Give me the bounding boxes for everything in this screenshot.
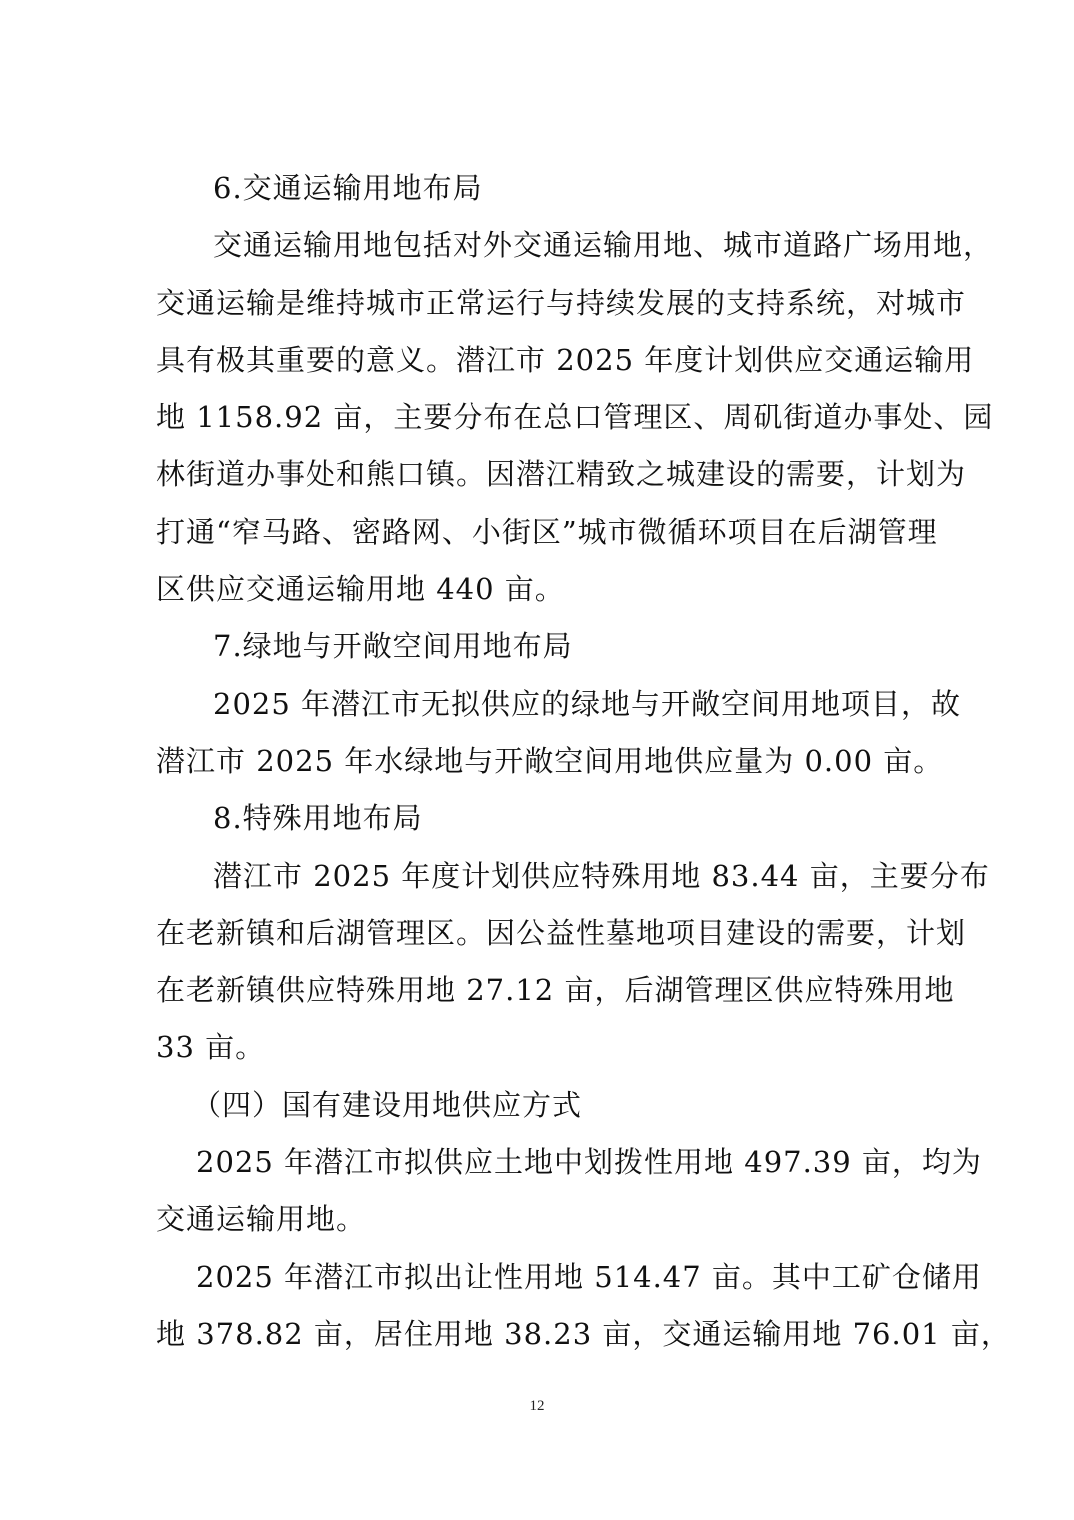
page-number: 12 (529, 1398, 545, 1414)
heading-special-land-layout: 8.特殊用地布局 (213, 801, 423, 836)
paragraph-line: 在老新镇和后湖管理区。因公益性墓地项目建设的需要，计划 (156, 915, 967, 950)
heading-supply-method: （四）国有建设用地供应方式 (192, 1087, 583, 1122)
paragraph-line: 交通运输用地。 (156, 1202, 367, 1237)
paragraph-line: 区供应交通运输用地 440 亩。 (156, 572, 565, 607)
paragraph-line: 在老新镇供应特殊用地 27.12 亩，后湖管理区供应特殊用地 (156, 973, 955, 1008)
paragraph-line: 具有极其重要的意义。潜江市 2025 年度计划供应交通运输用 (156, 342, 975, 377)
paragraph-line: 地 1158.92 亩，主要分布在总口管理区、周矶街道办事处、园 (156, 400, 994, 435)
paragraph-line: 2025 年潜江市拟出让性用地 514.47 亩。其中工矿仓储用 (196, 1259, 982, 1294)
paragraph-line: 潜江市 2025 年度计划供应特殊用地 83.44 亩，主要分布 (213, 858, 990, 893)
paragraph-line: 交通运输用地包括对外交通运输用地、城市道路广场用地， (213, 228, 994, 263)
paragraph-line: 林街道办事处和熊口镇。因潜江精致之城建设的需要，计划为 (156, 457, 967, 492)
document-body (156, 160, 1011, 1363)
paragraph-line: 2025 年潜江市拟供应土地中划拨性用地 497.39 亩，均为 (196, 1145, 982, 1180)
heading-green-space-layout: 7.绿地与开敞空间用地布局 (213, 629, 573, 664)
heading-transport-land-layout: 6.交通运输用地布局 (213, 171, 483, 205)
paragraph-line: 潜江市 2025 年水绿地与开敞空间用地供应量为 0.00 亩。 (156, 743, 944, 778)
paragraph-line: 打通“窄马路、密路网、小街区”城市微循环项目在后湖管理 (156, 514, 938, 549)
paragraph-line: 2025 年潜江市无拟供应的绿地与开敞空间用地项目，故 (213, 686, 962, 721)
paragraph-line: 33 亩。 (156, 1030, 266, 1065)
paragraph-line: 地 378.82 亩，居住用地 38.23 亩，交通运输用地 76.01 亩， (156, 1316, 1011, 1351)
paragraph-line: 交通运输是维持城市正常运行与持续发展的支持系统，对城市 (156, 285, 967, 320)
